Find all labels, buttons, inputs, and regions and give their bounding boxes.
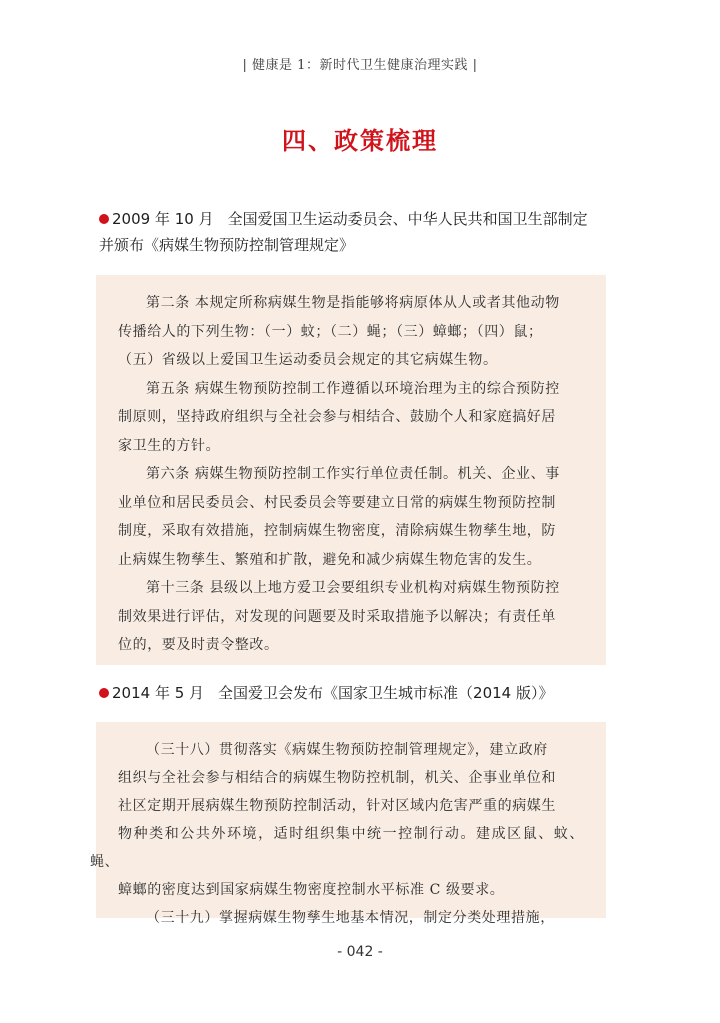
text-line: 第二条 本规定所称病媒生物是指能够将病原体从人或者其他动物 (146, 295, 560, 311)
article-6-paragraph (118, 460, 584, 574)
text-line: 物种类和公共外环境，适时组织集中统一控制行动。建成区鼠、蚊、蝇、 (90, 826, 584, 870)
clause-38-paragraph (90, 736, 584, 904)
text-line: 家卫生的方针。 (118, 437, 221, 454)
standard-excerpt-box (90, 722, 606, 926)
article-5-paragraph (118, 375, 584, 461)
text-line: 第十三条 县级以上地方爱卫会要组织专业机构对病媒生物预防控 (146, 580, 560, 596)
text-line: 组织与全社会参与相结合的病媒生物防控机制，机关、企事业单位和 (118, 770, 556, 786)
text-line: 止病媒生物孳生、繁殖和扩散，避免和减少病媒生物危害的发生。 (118, 551, 542, 568)
clause-39-paragraph (118, 904, 584, 932)
page-number: - 042 - (337, 944, 383, 960)
article-2-paragraph (118, 289, 584, 375)
bullet-dot-icon (99, 214, 109, 224)
entry-heading-line-1 (112, 680, 612, 706)
entry-heading-line-2: 并颁布《病媒生物预防控制管理规定》 (99, 236, 355, 254)
text-line: 蟑螂的密度达到国家病媒生物密度控制水平标准 C 级要求。 (118, 882, 505, 898)
entry-heading-2014 (112, 680, 612, 706)
text-line: （三十八）贯彻落实《病媒生物预防控制管理规定》，建立政府 (146, 742, 548, 758)
text-line: （三十九）掌握病媒生物孳生地基本情况，制定分类处理措施， (146, 910, 555, 926)
entry-date: 2014 年 5 月 (112, 684, 205, 702)
text-line: 业单位和居民委员会、村民委员会等要建立日常的病媒生物预防控制 (118, 494, 556, 511)
bullet-dot-icon (99, 688, 109, 698)
entry-heading-line-1 (112, 206, 612, 232)
running-header: | 健康是 1：新时代卫生健康治理实践 | (242, 58, 478, 73)
section-title: 四、政策梳理 (282, 126, 438, 155)
text-line: 社区定期开展病媒生物预防控制活动，针对区域内危害严重的病媒生 (118, 798, 556, 814)
text-line: 制效果进行评估，对发现的问题要及时采取措施予以解决；有责任单 (118, 608, 556, 625)
article-13-paragraph (118, 574, 584, 660)
entry-heading-text: 全国爱卫会发布《国家卫生城市标准（2014 版）》 (218, 684, 554, 702)
entry-heading-2009 (99, 206, 612, 258)
text-line: （五）省级以上爱国卫生运动委员会规定的其它病媒生物。 (118, 352, 498, 368)
text-line: 第五条 病媒生物预防控制工作遵循以环境治理为主的综合预防控 (146, 380, 560, 397)
text-line: 制度，采取有效措施，控制病媒生物密度，清除病媒生物孳生地，防 (118, 523, 556, 539)
text-line: 制原则，坚持政府组织与全社会参与相结合、鼓励个人和家庭搞好居 (118, 409, 556, 425)
regulation-excerpt-box (96, 275, 606, 665)
text-line: 传播给人的下列生物：（一）蚊；（二）蝇；（三）蟑螂；（四）鼠； (118, 323, 543, 340)
entry-heading-text: 全国爱国卫生运动委员会、中华人民共和国卫生部制定 (227, 210, 588, 228)
text-line: 第六条 病媒生物预防控制工作实行单位责任制。机关、企业、事 (146, 466, 560, 482)
text-line: 位的，要及时责令整改。 (118, 637, 279, 653)
entry-date: 2009 年 10 月 (112, 210, 214, 228)
